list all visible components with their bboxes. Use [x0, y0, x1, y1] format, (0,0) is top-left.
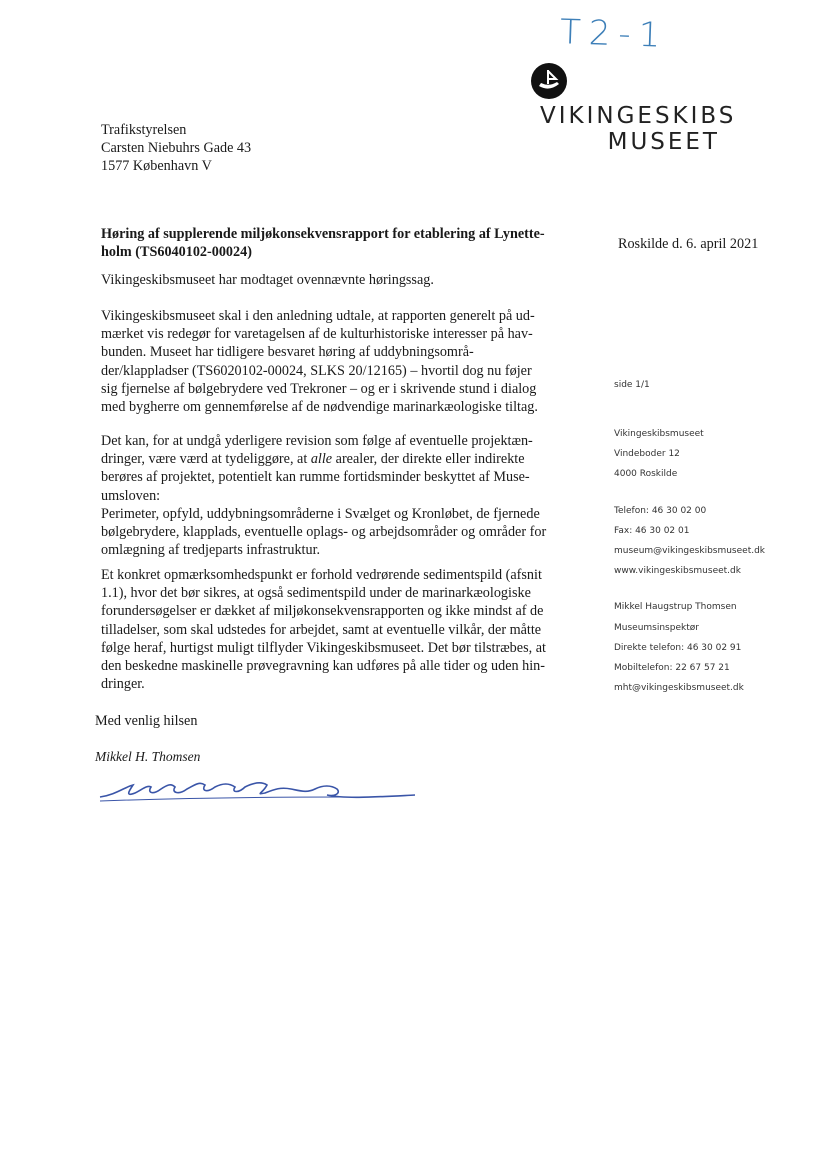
- text-fragment: dringer, være værd at tydeliggøre, at: [101, 451, 311, 468]
- recipient-line: Trafikstyrelsen: [101, 122, 187, 138]
- text-line: tilladelser, som skal udstedes for arbejdet, samt at eventuelle vilkår, der måtte: [101, 621, 542, 638]
- person-line: Direkte telefon: 46 30 02 91: [614, 642, 742, 653]
- contact-line: Fax: 46 30 02 01: [614, 525, 690, 536]
- ship-logo-icon: [530, 62, 568, 100]
- page-number: side 1/1: [614, 380, 650, 390]
- text-line: Det kan, for at undgå yderligere revision som følge af eventuelle projektæn-: [101, 433, 533, 449]
- paragraph-3: [101, 432, 571, 559]
- museum-logo: [540, 103, 737, 155]
- text-line: sig fjernelse af bølgebrydere ved Trekroner – og er i skrivende stund i dialog: [101, 380, 537, 397]
- text-line: umsloven:: [101, 487, 161, 504]
- person-line: Mikkel Haugstrup Thomsen: [614, 602, 737, 613]
- letter-date: Roskilde d. 6. april 2021: [618, 236, 759, 252]
- text-line: dringer.: [101, 676, 145, 693]
- subject-line: holm (TS6040102-00024): [101, 244, 252, 260]
- text-line: Vikingeskibsmuseet har modtaget ovennævnte høringssag.: [101, 272, 434, 288]
- text-line: der/klappladser (TS6020102-00024, SLKS 20/12165) – hvortil dog nu føjer: [101, 362, 532, 379]
- text-line: 1.1), hvor det bør sikres, at også sedimentspild under de marinarkæologiske: [101, 585, 531, 602]
- text-line: Et konkret opmærksomhedspunkt er forhold vedrørende sedimentspild (afsnit: [101, 567, 542, 583]
- subject-line: Høring af supplerende miljøkonsekvensrapport for etablering af Lynette-: [101, 226, 545, 242]
- text-line: bunden. Museet har tidligere besvaret høring af uddybningsområ-: [101, 344, 474, 361]
- handwritten-signature: [95, 775, 425, 815]
- text-line: bølgebrydere, klapplads, eventuelle oplags- og arbejdsområder og områder for: [101, 524, 547, 541]
- person-line: Mobiltelefon: 22 67 57 21: [614, 663, 730, 674]
- text-line-with-emphasis: [101, 450, 571, 468]
- text-line: berøres af projektet, potentielt kan rumme fortidsminder beskyttet af Muse-: [101, 469, 530, 486]
- signer-name: Mikkel H. Thomsen: [95, 749, 201, 764]
- paragraph-4: [101, 566, 571, 693]
- logo-line-1: VIKINGESKIBS: [540, 103, 737, 129]
- text-line: følge heraf, hurtigst muligt tilflyder Vikingeskibsmuseet. Det bør tilstræbes, at: [101, 639, 546, 656]
- text-line: Perimeter, opfyld, uddybningsområderne i Svælget og Kronløbet, de fjernede: [101, 505, 540, 522]
- text-line: med bygherre om gennemførelse af de nødvendige marinarkæologiske tiltag.: [101, 399, 538, 416]
- org-line: Vikingeskibsmuseet: [614, 429, 704, 439]
- contact-email: museum@vikingeskibsmuseet.dk: [614, 546, 766, 557]
- text-line: Vikingeskibsmuseet skal i den anledning udtale, at rapporten generelt på ud-: [101, 308, 535, 324]
- org-line: 4000 Roskilde: [614, 469, 678, 480]
- handwritten-stamp: T2-1: [559, 12, 669, 56]
- text-line: mærket vis redegør for varetagelsen af de kulturhistoriske interesser på hav-: [101, 326, 533, 343]
- contact-line: Telefon: 46 30 02 00: [614, 505, 707, 516]
- emphasis-word: alle: [310, 451, 333, 468]
- paragraph-1: [101, 271, 571, 289]
- logo-line-2: MUSEET: [607, 129, 720, 155]
- contact-website: www.vikingeskibsmuseet.dk: [614, 566, 741, 577]
- letter-subject: [101, 225, 571, 261]
- person-email: mht@vikingeskibsmuseet.dk: [614, 683, 744, 694]
- text-line: den beskedne maskinelle prøvegravning kan udføres på alle tider og uden hin-: [101, 658, 546, 675]
- paragraph-2: [101, 307, 571, 416]
- closing-greeting: Med venlig hilsen: [95, 713, 198, 729]
- recipient-address: [101, 121, 251, 175]
- recipient-line: Carsten Niebuhrs Gade 43: [101, 140, 252, 156]
- text-fragment: arealer, der direkte eller indirekte: [332, 451, 525, 468]
- org-line: Vindeboder 12: [614, 449, 680, 460]
- text-line: omlægning af tredjeparts infrastruktur.: [101, 542, 321, 559]
- person-line: Museumsinspektør: [614, 622, 699, 633]
- sender-contact-block: [614, 424, 765, 698]
- recipient-line: 1577 København V: [101, 158, 212, 174]
- text-line: forundersøgelser er dækket af miljøkonsekvensrapporten og ikke mindst af de: [101, 603, 544, 620]
